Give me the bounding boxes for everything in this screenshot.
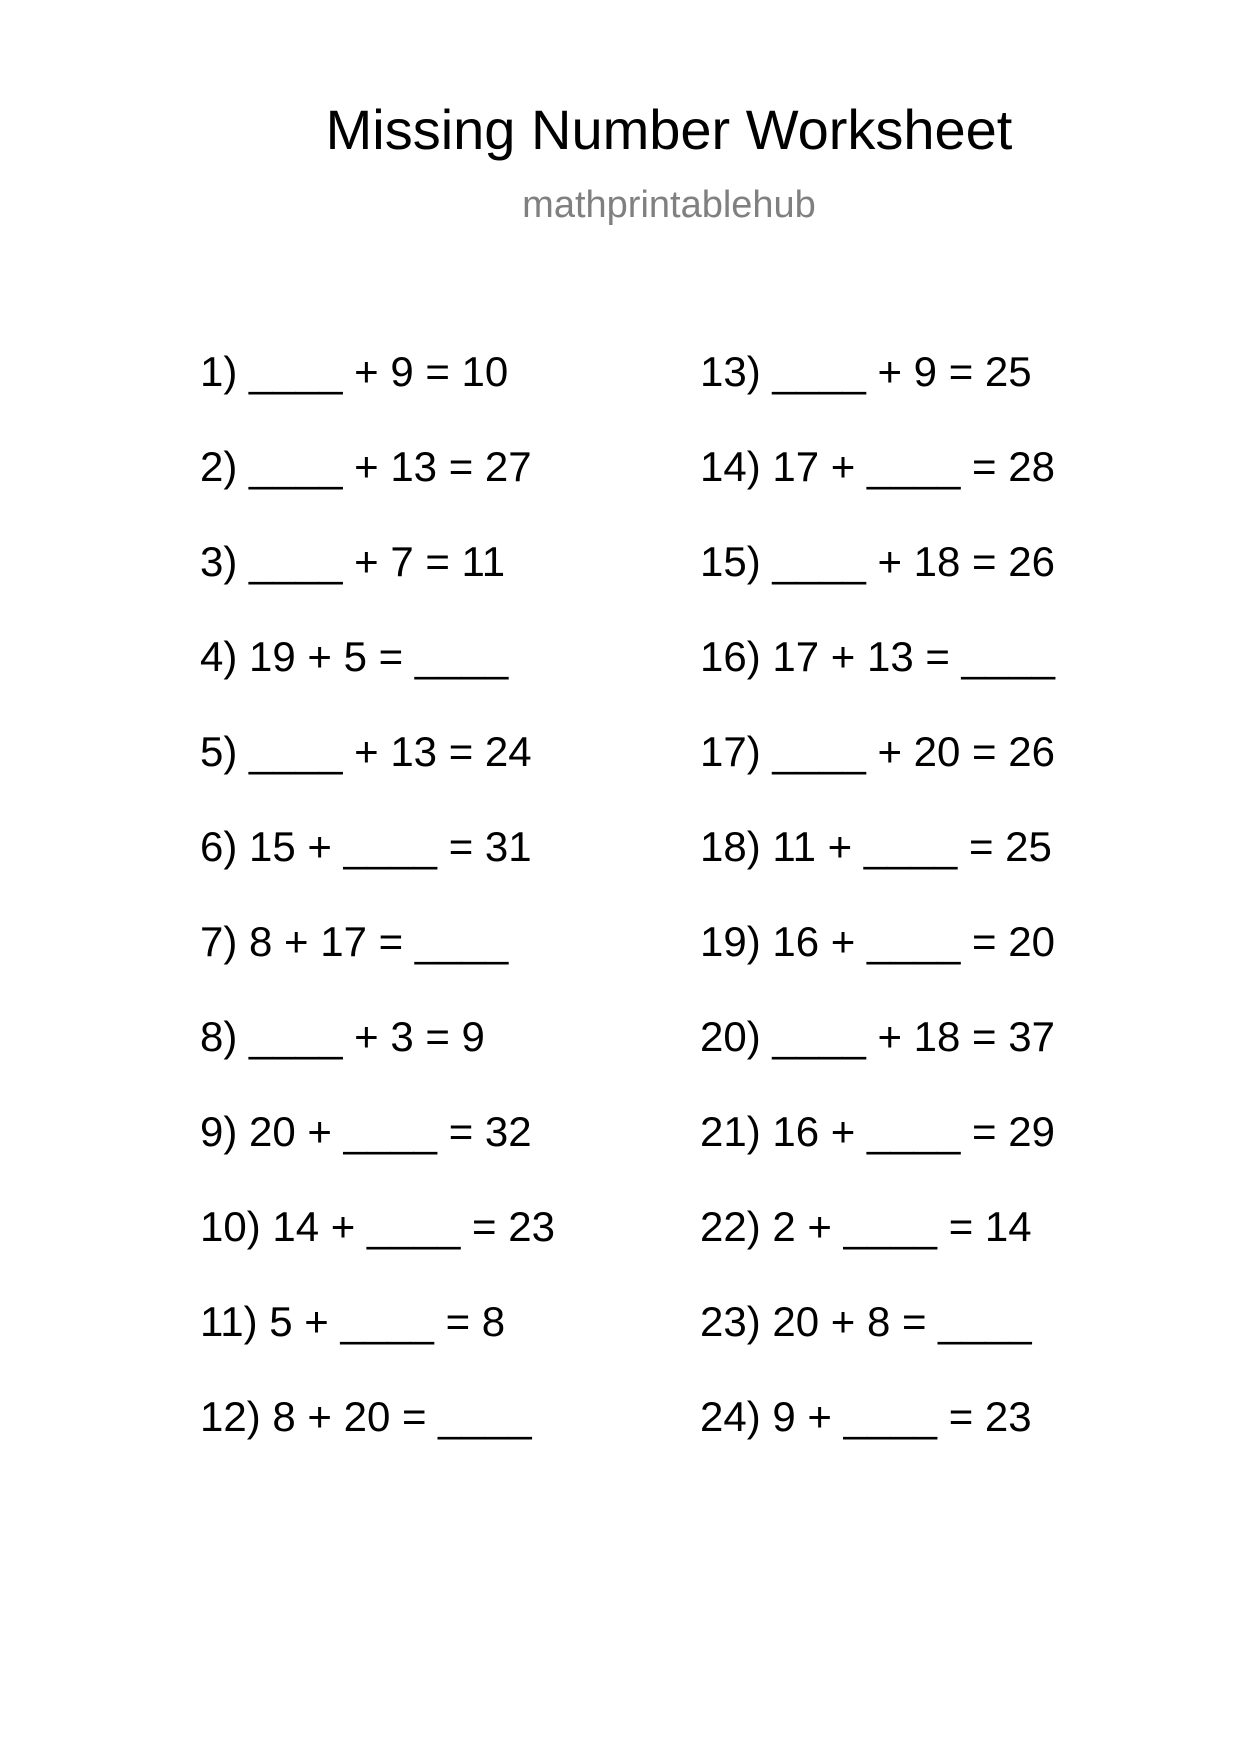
problem-14: 14) 17 + ____ = 28 [700, 443, 1055, 490]
problem-17: 17) ____ + 20 = 26 [700, 728, 1055, 775]
problem-3: 3) ____ + 7 = 11 [200, 538, 506, 585]
problem-24: 24) 9 + ____ = 23 [700, 1393, 1032, 1440]
problems-right-column [700, 348, 1055, 1488]
problem-2: 2) ____ + 13 = 27 [200, 443, 532, 490]
problem-12: 12) 8 + 20 = ____ [200, 1393, 532, 1440]
problem-4: 4) 19 + 5 = ____ [200, 633, 509, 680]
worksheet-title: Missing Number Worksheet [325, 98, 1013, 161]
problem-9: 9) 20 + ____ = 32 [200, 1108, 532, 1155]
problem-6: 6) 15 + ____ = 31 [200, 823, 532, 870]
problem-13: 13) ____ + 9 = 25 [700, 348, 1032, 395]
problem-16: 16) 17 + 13 = ____ [700, 633, 1055, 680]
problem-7: 7) 8 + 17 = ____ [200, 918, 509, 965]
problem-19: 19) 16 + ____ = 20 [700, 918, 1055, 965]
worksheet-subtitle: mathprintablehub [522, 184, 816, 226]
problem-8: 8) ____ + 3 = 9 [200, 1013, 485, 1060]
problem-10: 10) 14 + ____ = 23 [200, 1203, 555, 1250]
problems-left-column [200, 348, 555, 1488]
problem-23: 23) 20 + 8 = ____ [700, 1298, 1032, 1345]
problem-18: 18) 11 + ____ = 25 [700, 823, 1052, 870]
problem-15: 15) ____ + 18 = 26 [700, 538, 1055, 585]
problem-22: 22) 2 + ____ = 14 [700, 1203, 1032, 1250]
problem-20: 20) ____ + 18 = 37 [700, 1013, 1055, 1060]
problem-5: 5) ____ + 13 = 24 [200, 728, 532, 775]
problem-21: 21) 16 + ____ = 29 [700, 1108, 1055, 1155]
problem-11: 11) 5 + ____ = 8 [200, 1298, 506, 1345]
problem-1: 1) ____ + 9 = 10 [200, 348, 509, 395]
